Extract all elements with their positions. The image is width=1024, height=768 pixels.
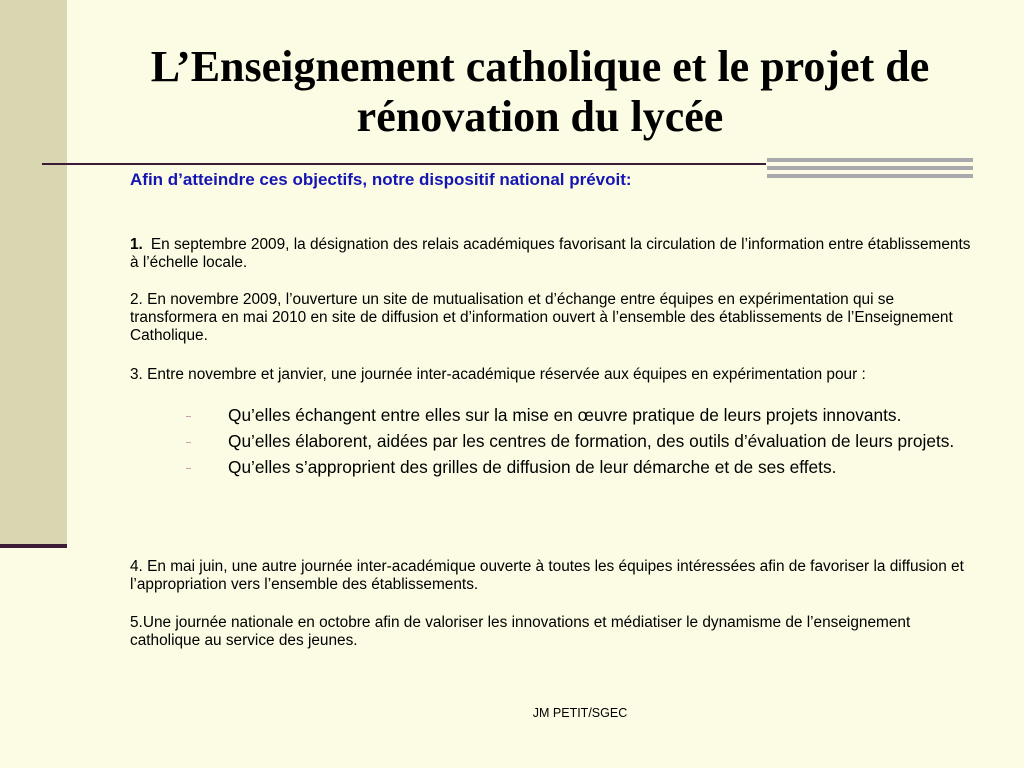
slide-footer: JM PETIT/SGEC: [532, 706, 628, 720]
left-bar-rule: [0, 544, 67, 548]
dash-bullet-icon: [186, 468, 191, 469]
sub-item-text: Qu’elles s’approprient des grilles de diffusion de leur démarche et de ses effets.: [228, 457, 837, 477]
sub-item: [186, 457, 976, 478]
item-3-sublist: [186, 405, 976, 483]
item-4: 4. En mai juin, une autre journée inter-académique ouverte à toutes les équipes intéressées afin de favoriser la diffusion et l’appropriation vers l’ensemble des établissements.: [130, 558, 964, 593]
sub-item: [186, 431, 976, 452]
item-2: 2. En novembre 2009, l’ouverture un site de mutualisation et d’échange entre équipes en expérimentation qui se transformera en mai 2010 en site de diffusion et d’information ouvert à l’ensemble des établissements de l’Enseignement Catholique.: [130, 291, 953, 344]
title-stripe: [767, 174, 973, 178]
title-stripe: [767, 158, 973, 162]
slide-title: L’Enseignement catholique et le projet de rénovation du lycée: [150, 42, 930, 141]
sub-item-text: Qu’elles échangent entre elles sur la mise en œuvre pratique de leurs projets innovants.: [228, 405, 902, 425]
dash-bullet-icon: [186, 416, 191, 417]
left-decorative-bar: [0, 0, 67, 544]
item-1-text: En septembre 2009, la désignation des relais académiques favorisant la circulation de l’information entre établissements à l’échelle locale.: [130, 236, 971, 271]
title-stripe: [767, 166, 973, 170]
item-5: 5.Une journée nationale en octobre afin de valoriser les innovations et médiatiser le dynamisme de l’enseignement catholique au service des jeunes.: [130, 614, 911, 649]
dash-bullet-icon: [186, 442, 191, 443]
item-1: [130, 236, 980, 272]
item-1-number: 1.: [130, 236, 143, 253]
title-divider: [42, 163, 766, 165]
sub-item-text: Qu’elles élaborent, aidées par les centres de formation, des outils d’évaluation de leurs projets.: [228, 431, 955, 451]
item-3: 3. Entre novembre et janvier, une journée inter-académique réservée aux équipes en expérimentation pour :: [130, 366, 866, 383]
intro-text: Afin d’atteindre ces objectifs, notre dispositif national prévoit:: [130, 170, 632, 189]
sub-item: [186, 405, 976, 426]
